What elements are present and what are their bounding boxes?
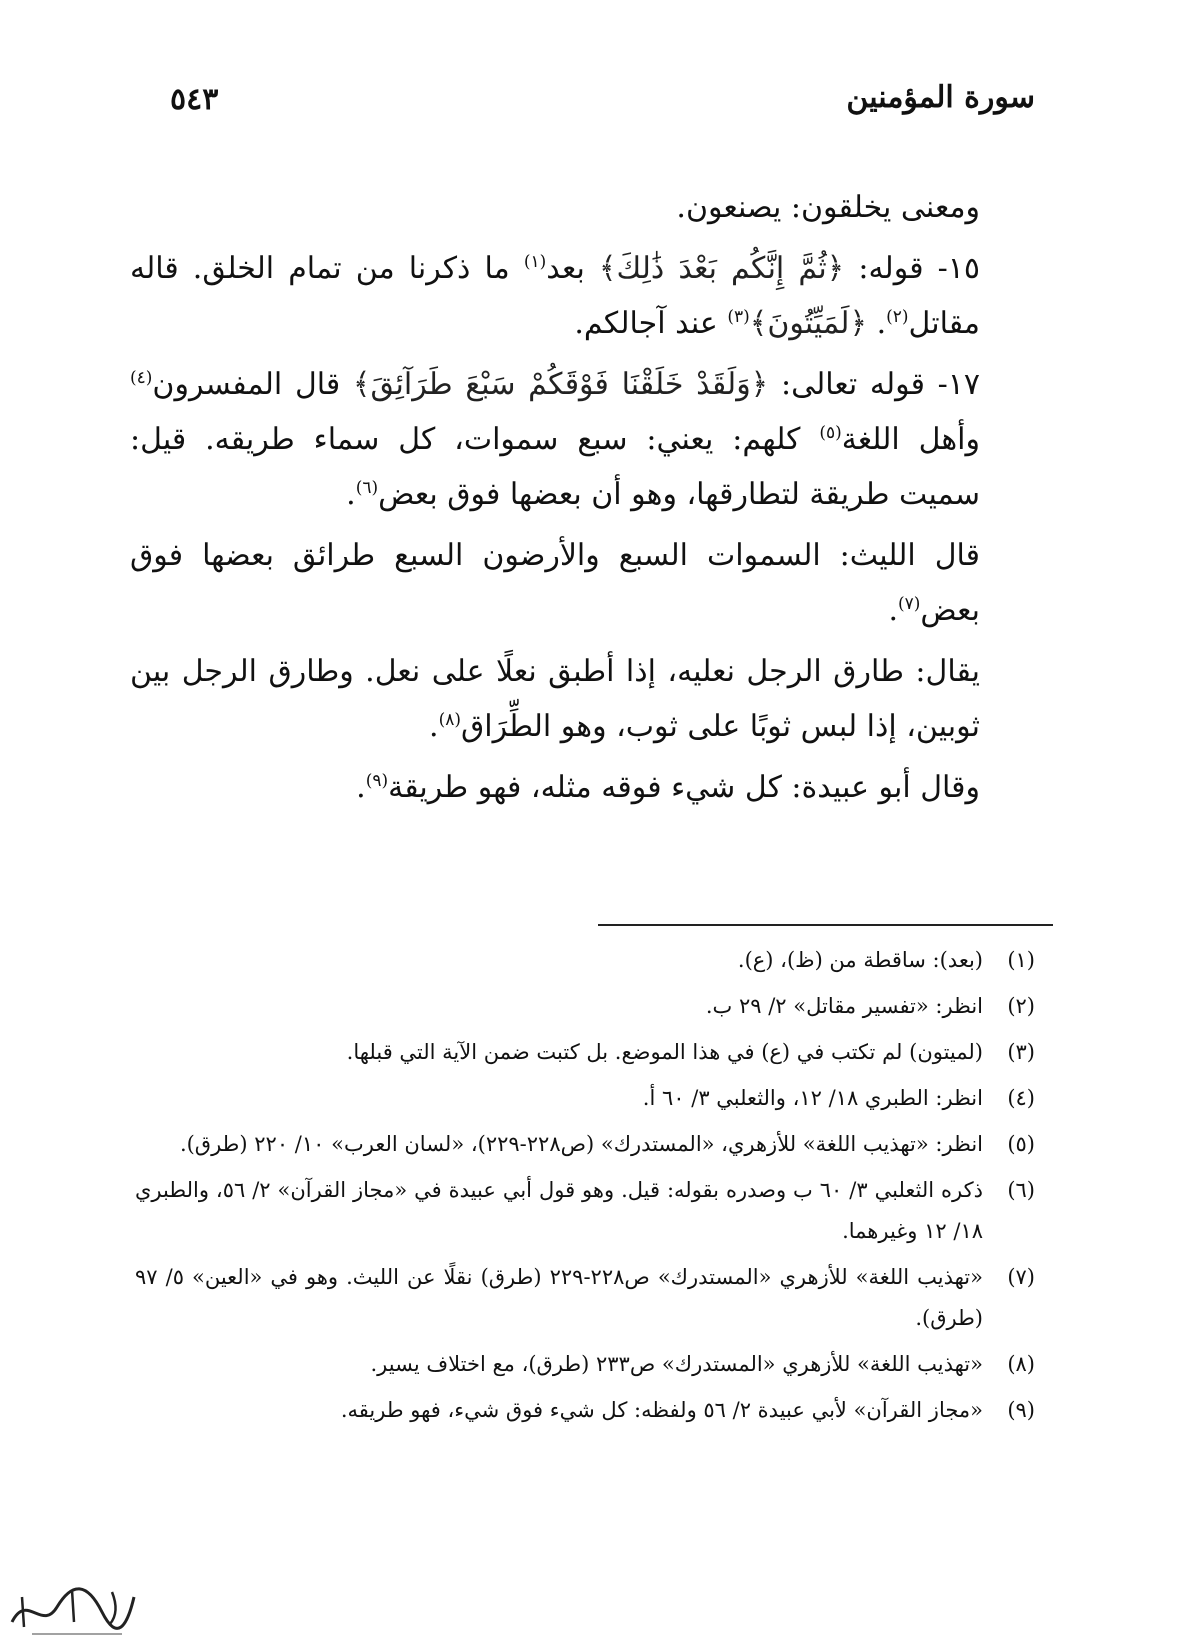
paragraph-abu-ubayda bbox=[130, 760, 1050, 815]
footnote-ref[interactable]: (٢) bbox=[886, 307, 909, 327]
footnote-ref[interactable]: (٤) bbox=[130, 368, 153, 388]
text-span: بعد bbox=[546, 251, 599, 286]
quran-quote: ﴿لَمَيِّتُونَ﴾ bbox=[749, 306, 868, 341]
footnote-item bbox=[135, 1032, 1035, 1073]
footnote-item bbox=[135, 940, 1035, 981]
paragraph-meaning bbox=[130, 180, 1050, 235]
footnote-text: (بعد): ساقطة من (ظ)، (ع). bbox=[737, 948, 983, 972]
footnote-text: انظر: «تهذيب اللغة» للأزهري، «المستدرك» (ص٢٢٨-٢٢٩)، «لسان العرب» ١٠/ ٢٢٠ (طرق). bbox=[179, 1132, 983, 1156]
footnote-item bbox=[135, 986, 1035, 1027]
footnote-item bbox=[135, 1390, 1035, 1431]
text-span: قال المفسرون bbox=[152, 367, 353, 402]
text-span: . bbox=[356, 770, 366, 805]
footnote-number: (٧) bbox=[1007, 1265, 1035, 1289]
footnote-ref[interactable]: (٩) bbox=[365, 771, 389, 791]
text-span: وأهل اللغة bbox=[841, 422, 980, 457]
footnote-text: ذكره الثعلبي ٣/ ٦٠ ب وصدره بقوله: قيل. وهو قول أبي عبيدة في «مجاز القرآن» ٢/ ٥٦، والطبري ١٨/ ١٢ وغيرهما. bbox=[135, 1178, 983, 1243]
text-span: عند آجالكم. bbox=[574, 306, 728, 341]
footnote-number: (٥) bbox=[1007, 1132, 1035, 1156]
footnote-number: (٤) bbox=[1007, 1086, 1035, 1110]
text-span: كلهم: يعني: سبع سموات، كل سماء طريقه. قيل: سميت طريقة لتطارقها، وهو أن بعضها فوق بعض bbox=[130, 422, 980, 512]
footnote-ref[interactable]: (١) bbox=[523, 252, 547, 272]
footnote-item bbox=[135, 1170, 1035, 1252]
text-span: قال الليث: السموات السبع والأرضون السبع طرائق بعضها فوق بعض bbox=[130, 538, 980, 628]
footnote-ref[interactable]: (٦) bbox=[355, 478, 379, 498]
footnote-item bbox=[135, 1124, 1035, 1165]
footnote-number: (٩) bbox=[1007, 1398, 1035, 1422]
verse-number: ١٥- قوله: bbox=[844, 251, 980, 286]
paragraph-layth bbox=[130, 528, 1050, 638]
footnote-text: «مجاز القرآن» لأبي عبيدة ٢/ ٥٦ ولفظه: كل شيء فوق شيء، فهو طريقه. bbox=[340, 1398, 983, 1422]
verse-number: ١٧- قوله تعالى: bbox=[768, 367, 980, 402]
footnote-number: (١) bbox=[1007, 948, 1035, 972]
paragraph-yuqal bbox=[130, 644, 1050, 754]
footnote-ref[interactable]: (٥) bbox=[819, 423, 842, 443]
text-span: وقال أبو عبيدة: كل شيء فوقه مثله، فهو طريقة bbox=[388, 770, 980, 805]
footnote-text: «تهذيب اللغة» للأزهري «المستدرك» ص٢٢٨-٢٢٩ (طرق) نقلًا عن الليث. وهو في «العين» ٥/ ٩٧ (طرق). bbox=[135, 1265, 984, 1330]
surah-title: سورة المؤمنين bbox=[846, 80, 1035, 115]
text-line: ومعنى يخلقون: يصنعون. bbox=[676, 190, 980, 225]
footnote-number: (٣) bbox=[1007, 1040, 1035, 1064]
publisher-logo bbox=[2, 1562, 142, 1642]
main-text bbox=[130, 180, 1050, 821]
footnote-item bbox=[135, 1257, 1035, 1339]
footnote-text: انظر: «تفسير مقاتل» ٢/ ٢٩ ب. bbox=[705, 994, 983, 1018]
footnote-text: (لميتون) لم تكتب في (ع) في هذا الموضع. بل كتبت ضمن الآية التي قبلها. bbox=[346, 1040, 983, 1064]
text-span: . bbox=[429, 709, 439, 744]
footnote-text: «تهذيب اللغة» للأزهري «المستدرك» ص٢٣٣ (طرق)، مع اختلاف يسير. bbox=[370, 1352, 983, 1376]
text-span: ما ذكرنا من تمام الخلق. قاله مقاتل bbox=[130, 251, 980, 341]
page-number: ٥٤٣ bbox=[170, 82, 219, 117]
footnotes bbox=[135, 940, 1035, 1436]
footnote-ref[interactable]: (٧) bbox=[898, 594, 921, 614]
footnote-item bbox=[135, 1344, 1035, 1385]
footnote-number: (٦) bbox=[1007, 1178, 1035, 1202]
footnote-ref[interactable]: (٣) bbox=[727, 307, 750, 327]
paragraph-verse-17 bbox=[130, 357, 1050, 522]
footnote-ref[interactable]: (٨) bbox=[438, 710, 461, 730]
text-span: . bbox=[346, 477, 356, 512]
footnote-text: انظر: الطبري ١٨/ ١٢، والثعلبي ٣/ ٦٠ أ. bbox=[642, 1086, 983, 1110]
quran-quote: ﴿وَلَقَدْ خَلَقْنَا فَوْقَكُمْ سَبْعَ طَرَآئِقَ﴾ bbox=[352, 367, 769, 402]
footnote-number: (٢) bbox=[1007, 994, 1035, 1018]
text-span: . bbox=[867, 306, 887, 341]
footnote-item bbox=[135, 1078, 1035, 1119]
footnote-divider bbox=[598, 924, 1053, 926]
paragraph-verse-15 bbox=[130, 241, 1050, 351]
text-span: . bbox=[888, 593, 898, 628]
quran-quote: ﴿ثُمَّ إِنَّكُم بَعْدَ ذَٰلِكَ﴾ bbox=[598, 251, 845, 286]
footnote-number: (٨) bbox=[1007, 1352, 1035, 1376]
text-span: يقال: طارق الرجل نعليه، إذا أطبق نعلًا على نعل. وطارق الرجل بين ثوبين، إذا لبس ثوبًا على ثوب، وهو الطِّرَاق bbox=[130, 654, 980, 744]
